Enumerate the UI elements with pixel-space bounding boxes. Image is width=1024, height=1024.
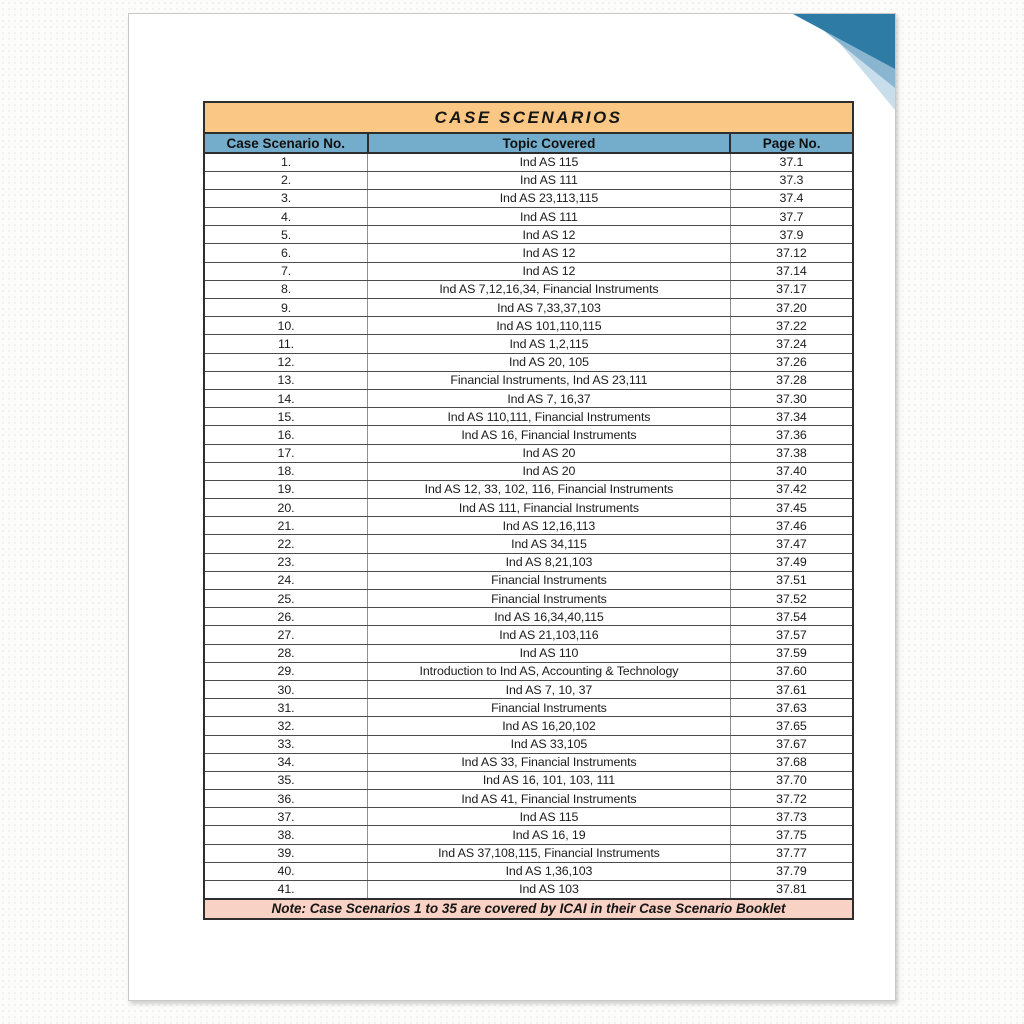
cell-topic-covered: Ind AS 115: [368, 153, 731, 171]
cell-topic-covered: Ind AS 12: [368, 226, 731, 244]
cell-page-no: 37.1: [730, 153, 853, 171]
table-header-row: [204, 133, 853, 153]
table-row: [204, 335, 853, 353]
cell-topic-covered: Ind AS 33,105: [368, 735, 731, 753]
table-row: [204, 862, 853, 880]
cell-topic-covered: Ind AS 7, 10, 37: [368, 680, 731, 698]
cell-topic-covered: Ind AS 16,34,40,115: [368, 608, 731, 626]
cell-topic-covered: Financial Instruments, Ind AS 23,111: [368, 371, 731, 389]
document-page: [128, 13, 896, 1001]
cell-case-scenario-no: 2.: [204, 171, 368, 189]
cell-case-scenario-no: 21.: [204, 517, 368, 535]
cell-case-scenario-no: 13.: [204, 371, 368, 389]
table-row: [204, 553, 853, 571]
table-row: [204, 735, 853, 753]
table-row: [204, 226, 853, 244]
cell-case-scenario-no: 31.: [204, 699, 368, 717]
cell-case-scenario-no: 9.: [204, 299, 368, 317]
cell-page-no: 37.34: [730, 408, 853, 426]
cell-topic-covered: Ind AS 12,16,113: [368, 517, 731, 535]
cell-page-no: 37.3: [730, 171, 853, 189]
cell-case-scenario-no: 33.: [204, 735, 368, 753]
cell-page-no: 37.60: [730, 662, 853, 680]
cell-case-scenario-no: 25.: [204, 590, 368, 608]
cell-topic-covered: Ind AS 110: [368, 644, 731, 662]
cell-case-scenario-no: 14.: [204, 389, 368, 407]
cell-case-scenario-no: 8.: [204, 280, 368, 298]
cell-case-scenario-no: 38.: [204, 826, 368, 844]
cell-case-scenario-no: 29.: [204, 662, 368, 680]
cell-case-scenario-no: 30.: [204, 680, 368, 698]
cell-page-no: 37.73: [730, 808, 853, 826]
table-row: [204, 189, 853, 207]
column-header-page-no: Page No.: [730, 133, 853, 153]
cell-case-scenario-no: 7.: [204, 262, 368, 280]
cell-case-scenario-no: 18.: [204, 462, 368, 480]
table-row: [204, 808, 853, 826]
cell-topic-covered: Ind AS 7,33,37,103: [368, 299, 731, 317]
case-scenarios-table: [203, 101, 854, 920]
cell-case-scenario-no: 6.: [204, 244, 368, 262]
column-header-case-scenario-no: Case Scenario No.: [204, 133, 368, 153]
cell-topic-covered: Ind AS 41, Financial Instruments: [368, 790, 731, 808]
cell-page-no: 37.67: [730, 735, 853, 753]
table-row: [204, 171, 853, 189]
table-note-row: [204, 899, 853, 919]
cell-page-no: 37.14: [730, 262, 853, 280]
table-row: [204, 590, 853, 608]
cell-topic-covered: Ind AS 37,108,115, Financial Instruments: [368, 844, 731, 862]
table-row: [204, 389, 853, 407]
cell-case-scenario-no: 16.: [204, 426, 368, 444]
cell-page-no: 37.59: [730, 644, 853, 662]
cell-topic-covered: Ind AS 12, 33, 102, 116, Financial Instruments: [368, 480, 731, 498]
cell-case-scenario-no: 5.: [204, 226, 368, 244]
cell-page-no: 37.24: [730, 335, 853, 353]
cell-page-no: 37.45: [730, 499, 853, 517]
table-row: [204, 499, 853, 517]
cell-case-scenario-no: 19.: [204, 480, 368, 498]
cell-case-scenario-no: 36.: [204, 790, 368, 808]
cell-page-no: 37.40: [730, 462, 853, 480]
cell-case-scenario-no: 41.: [204, 881, 368, 899]
cell-topic-covered: Ind AS 7,12,16,34, Financial Instruments: [368, 280, 731, 298]
cell-case-scenario-no: 40.: [204, 862, 368, 880]
cell-page-no: 37.70: [730, 771, 853, 789]
cell-page-no: 37.42: [730, 480, 853, 498]
cell-topic-covered: Ind AS 12: [368, 262, 731, 280]
cell-topic-covered: Ind AS 20, 105: [368, 353, 731, 371]
cell-page-no: 37.47: [730, 535, 853, 553]
cell-page-no: 37.30: [730, 389, 853, 407]
cell-page-no: 37.9: [730, 226, 853, 244]
cell-topic-covered: Financial Instruments: [368, 571, 731, 589]
cell-case-scenario-no: 12.: [204, 353, 368, 371]
table-row: [204, 790, 853, 808]
cell-case-scenario-no: 34.: [204, 753, 368, 771]
cell-topic-covered: Financial Instruments: [368, 699, 731, 717]
cell-case-scenario-no: 22.: [204, 535, 368, 553]
table-row: [204, 753, 853, 771]
cell-topic-covered: Financial Instruments: [368, 590, 731, 608]
table-row: [204, 353, 853, 371]
table-title: CASE SCENARIOS: [204, 102, 853, 133]
table-row: [204, 408, 853, 426]
cell-page-no: 37.77: [730, 844, 853, 862]
cell-topic-covered: Ind AS 34,115: [368, 535, 731, 553]
cell-page-no: 37.54: [730, 608, 853, 626]
table-note: Note: Case Scenarios 1 to 35 are covered by ICAI in their Case Scenario Booklet: [204, 899, 853, 919]
cell-case-scenario-no: 39.: [204, 844, 368, 862]
cell-topic-covered: Ind AS 8,21,103: [368, 553, 731, 571]
table-row: [204, 680, 853, 698]
table-row: [204, 426, 853, 444]
cell-topic-covered: Ind AS 111, Financial Instruments: [368, 499, 731, 517]
cell-case-scenario-no: 26.: [204, 608, 368, 626]
cell-page-no: 37.17: [730, 280, 853, 298]
cell-case-scenario-no: 24.: [204, 571, 368, 589]
cell-topic-covered: Ind AS 16, Financial Instruments: [368, 426, 731, 444]
cell-case-scenario-no: 37.: [204, 808, 368, 826]
table-row: [204, 444, 853, 462]
cell-case-scenario-no: 27.: [204, 626, 368, 644]
cell-page-no: 37.7: [730, 208, 853, 226]
table-row: [204, 535, 853, 553]
table-row: [204, 317, 853, 335]
cell-page-no: 37.36: [730, 426, 853, 444]
cell-page-no: 37.61: [730, 680, 853, 698]
cell-page-no: 37.46: [730, 517, 853, 535]
table-row: [204, 771, 853, 789]
cell-topic-covered: Ind AS 16, 101, 103, 111: [368, 771, 731, 789]
table-row: [204, 153, 853, 171]
cell-page-no: 37.68: [730, 753, 853, 771]
cell-case-scenario-no: 15.: [204, 408, 368, 426]
table-title-row: [204, 102, 853, 133]
cell-page-no: 37.28: [730, 371, 853, 389]
cell-case-scenario-no: 3.: [204, 189, 368, 207]
cell-page-no: 37.4: [730, 189, 853, 207]
cell-page-no: 37.26: [730, 353, 853, 371]
cell-topic-covered: Ind AS 110,111, Financial Instruments: [368, 408, 731, 426]
cell-topic-covered: Ind AS 101,110,115: [368, 317, 731, 335]
table-row: [204, 717, 853, 735]
cell-topic-covered: Introduction to Ind AS, Accounting & Technology: [368, 662, 731, 680]
cell-case-scenario-no: 23.: [204, 553, 368, 571]
cell-topic-covered: Ind AS 12: [368, 244, 731, 262]
cell-topic-covered: Ind AS 20: [368, 444, 731, 462]
cell-case-scenario-no: 10.: [204, 317, 368, 335]
table-row: [204, 299, 853, 317]
cell-topic-covered: Ind AS 21,103,116: [368, 626, 731, 644]
cell-page-no: 37.65: [730, 717, 853, 735]
table-row: [204, 280, 853, 298]
cell-page-no: 37.12: [730, 244, 853, 262]
table-row: [204, 244, 853, 262]
table-row: [204, 662, 853, 680]
cell-page-no: 37.20: [730, 299, 853, 317]
cell-case-scenario-no: 11.: [204, 335, 368, 353]
table-row: [204, 480, 853, 498]
cell-page-no: 37.51: [730, 571, 853, 589]
table-body: [204, 153, 853, 899]
cell-case-scenario-no: 32.: [204, 717, 368, 735]
corner-ribbon-decoration: [793, 14, 895, 110]
cell-topic-covered: Ind AS 103: [368, 881, 731, 899]
table-row: [204, 571, 853, 589]
cell-case-scenario-no: 17.: [204, 444, 368, 462]
table-row: [204, 699, 853, 717]
table-row: [204, 371, 853, 389]
table-row: [204, 826, 853, 844]
table-row: [204, 844, 853, 862]
table-row: [204, 262, 853, 280]
cell-page-no: 37.81: [730, 881, 853, 899]
table-row: [204, 208, 853, 226]
cell-page-no: 37.72: [730, 790, 853, 808]
table-row: [204, 626, 853, 644]
cell-topic-covered: Ind AS 23,113,115: [368, 189, 731, 207]
cell-topic-covered: Ind AS 1,36,103: [368, 862, 731, 880]
cell-topic-covered: Ind AS 16,20,102: [368, 717, 731, 735]
cell-topic-covered: Ind AS 20: [368, 462, 731, 480]
cell-topic-covered: Ind AS 115: [368, 808, 731, 826]
cell-topic-covered: Ind AS 1,2,115: [368, 335, 731, 353]
cell-page-no: 37.22: [730, 317, 853, 335]
cell-case-scenario-no: 20.: [204, 499, 368, 517]
table-row: [204, 881, 853, 899]
cell-topic-covered: Ind AS 33, Financial Instruments: [368, 753, 731, 771]
cell-topic-covered: Ind AS 16, 19: [368, 826, 731, 844]
cell-page-no: 37.38: [730, 444, 853, 462]
table-row: [204, 462, 853, 480]
cell-page-no: 37.52: [730, 590, 853, 608]
cell-case-scenario-no: 28.: [204, 644, 368, 662]
cell-case-scenario-no: 1.: [204, 153, 368, 171]
table-row: [204, 608, 853, 626]
cell-topic-covered: Ind AS 111: [368, 171, 731, 189]
cell-page-no: 37.57: [730, 626, 853, 644]
table-row: [204, 644, 853, 662]
table-row: [204, 517, 853, 535]
cell-topic-covered: Ind AS 111: [368, 208, 731, 226]
cell-topic-covered: Ind AS 7, 16,37: [368, 389, 731, 407]
cell-case-scenario-no: 35.: [204, 771, 368, 789]
cell-case-scenario-no: 4.: [204, 208, 368, 226]
cell-page-no: 37.79: [730, 862, 853, 880]
cell-page-no: 37.63: [730, 699, 853, 717]
cell-page-no: 37.49: [730, 553, 853, 571]
cell-page-no: 37.75: [730, 826, 853, 844]
column-header-topic-covered: Topic Covered: [368, 133, 731, 153]
